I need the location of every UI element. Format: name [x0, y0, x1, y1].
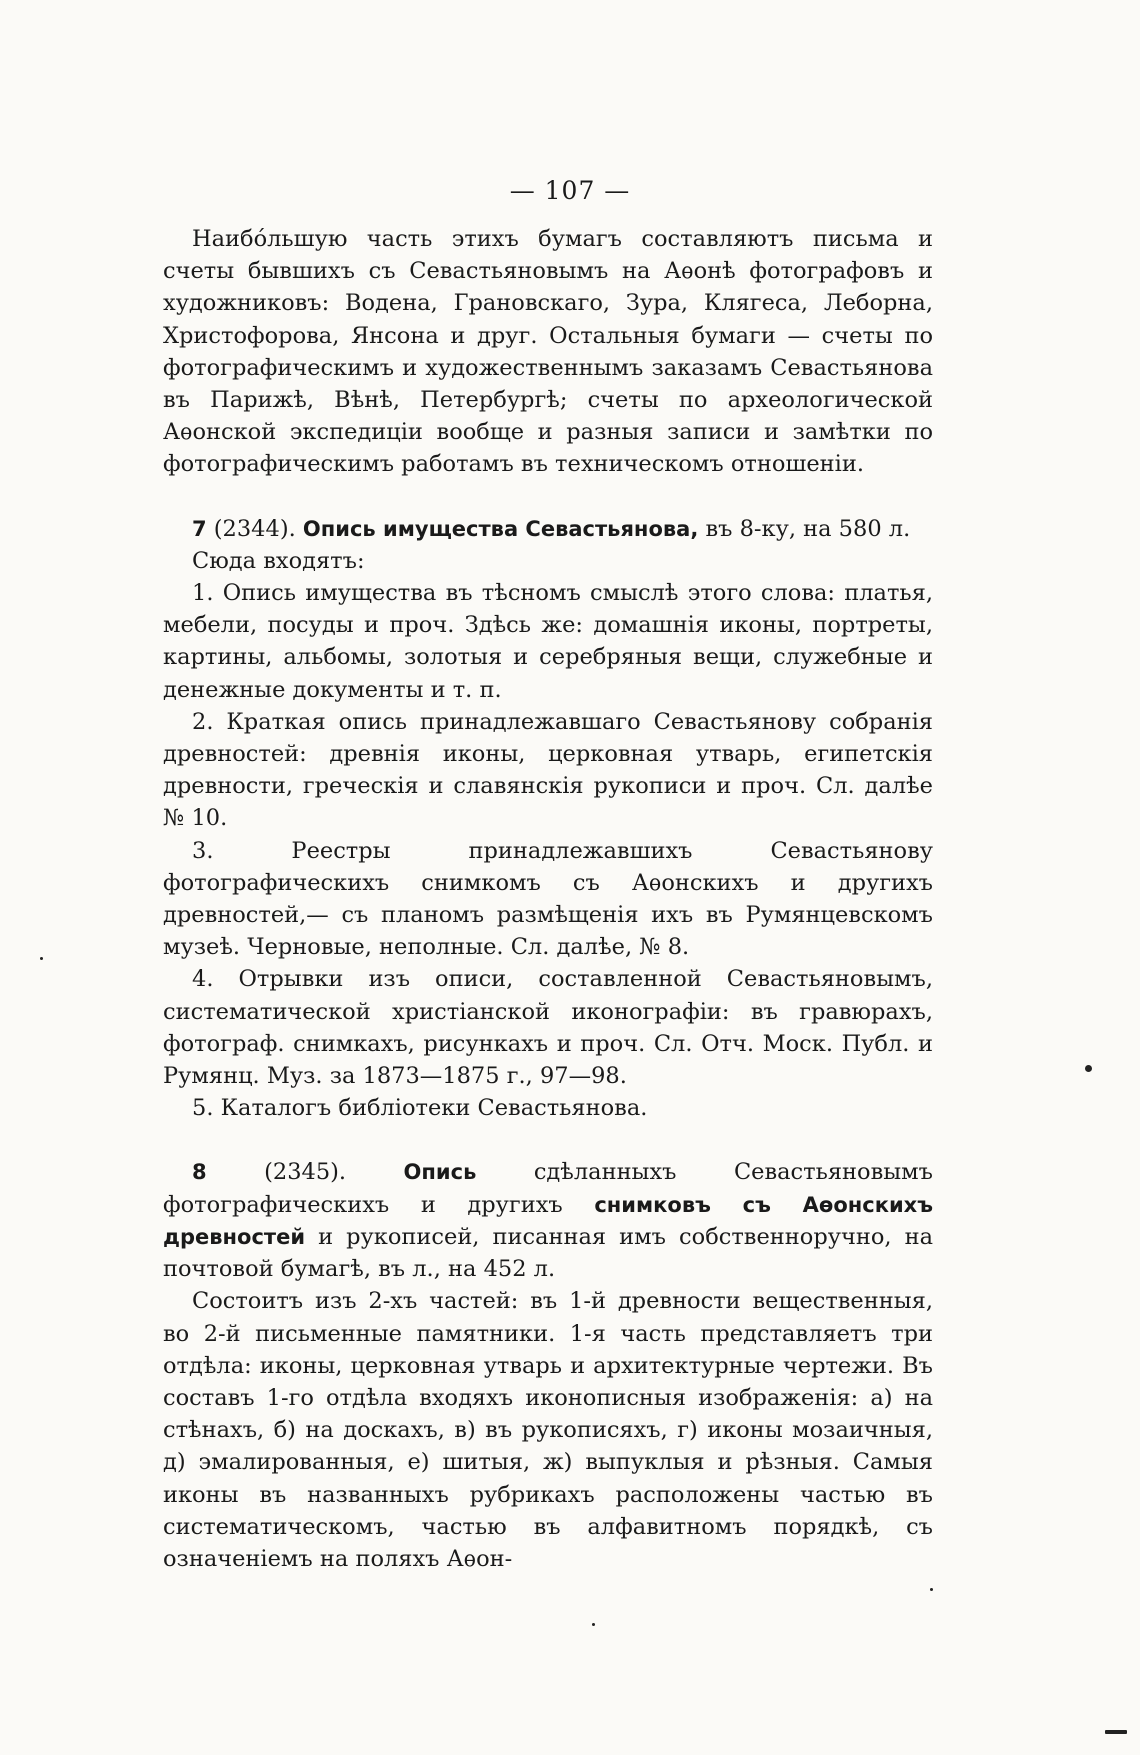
entry-8-number: 8	[192, 1160, 207, 1185]
list-item: 2. Краткая опись принадлежавшаго Севастьянову собранія древностей: древнія иконы, церковная утварь, египетскія древности, греческія и славянскія рукописи и проч. Сл. далѣе № 10.	[163, 708, 933, 832]
scan-speck	[40, 957, 43, 960]
entry-8-body: Состоитъ изъ 2-хъ частей: въ 1-й древности вещественныя, во 2-й письменные памятники. 1-я часть представляетъ три отдѣла: иконы, церковная утварь и архитектурные чертежи. Въ составъ 1-го отдѣла входяхъ иконописныя изображенія: а) на стѣнахъ, б) на доскахъ, в) въ рукописяхъ, г) иконы мозаичныя, д) эмалированныя, е) шитыя, ж) выпуклыя и рѣзныя. Самыя иконы въ названныхъ рубрикахъ расположены частью въ систематическомъ, частью въ алфавитномъ порядкѣ, съ означеніемъ на поляхъ Аѳон-	[163, 1288, 933, 1572]
entry-8-desc: и рукописей, писанная имъ собственноручно, на почтовой бумагѣ, въ л., на 452 л.	[163, 1223, 933, 1283]
entry-7-heading	[163, 513, 933, 545]
page-number: — 107 —	[509, 176, 631, 205]
page-text	[163, 223, 933, 1575]
entry-8-code: (2345).	[206, 1159, 404, 1186]
scan-speck	[1085, 1065, 1092, 1072]
list-item: 1. Опись имущества въ тѣсномъ смыслѣ этого слова: платья, мебели, посуды и проч. Здѣсь же: домашнія иконы, портреты, картины, альбомы, золотыя и серебряныя вещи, служебные и денежные документы и т. п.	[163, 580, 933, 703]
list-item: 5. Каталогъ библіотеки Севастьянова.	[192, 1095, 648, 1122]
entry-8-title-1: Опись	[403, 1160, 477, 1185]
scan-speck	[930, 1588, 933, 1591]
scan-speck	[592, 1623, 595, 1626]
list-item: 3. Реестры принадлежавшихъ Севастьянову фотографическихъ снимкомъ съ Аѳонскихъ и другихъ древностей,— съ планомъ размѣщенія ихъ въ Румянцевскомъ музеѣ. Черновые, неполные. Сл. далѣе, № 8.	[163, 837, 933, 961]
entry-7-desc: въ 8-ку, на 580 л.	[698, 515, 911, 542]
entry-8-title-2: снимковъ съ Аѳонскихъ древностей	[163, 1192, 934, 1249]
entry-7-title: Опись имущества Севастьянова,	[302, 516, 699, 541]
list-item: 4. Отрывки изъ описи, составленной Севастьяновымъ, систематической христіанской иконографіи: въ гравюрахъ, фотограф. снимкахъ, рисункахъ и проч. Сл. Отч. Моск. Публ. и Румянц. Муз. за 1873—1875 г., 97—98.	[163, 966, 933, 1090]
entry-7-code: (2344).	[206, 515, 303, 542]
entry-7-sub: Сюда входятъ:	[192, 547, 365, 574]
entry-8-mid: сдѣланныхъ Севастьяновымъ фотографическихъ и другихъ	[163, 1159, 933, 1218]
entry-7-number: 7	[192, 516, 207, 541]
intro-paragraph: Наибóльшую часть этихъ бумагъ составляютъ письма и счеты бывшихъ съ Севастьяновымъ на Аѳонѣ фотографовъ и художниковъ: Водена, Грановскаго, Зура, Клягеса, Леборна, Христофорова, Янсона и друг. Остальныя бумаги — счеты по фотографическимъ и художественнымъ заказамъ Севастьянова въ Парижѣ, Вѣнѣ, Петербургѣ; счеты по археологической Аѳонской экспедиціи вообще и разныя записи и замѣтки по фотографическимъ работамъ въ техническомъ отношеніи.	[163, 226, 933, 478]
entry-8-heading	[163, 1156, 933, 1285]
scan-speck	[1105, 1730, 1127, 1734]
